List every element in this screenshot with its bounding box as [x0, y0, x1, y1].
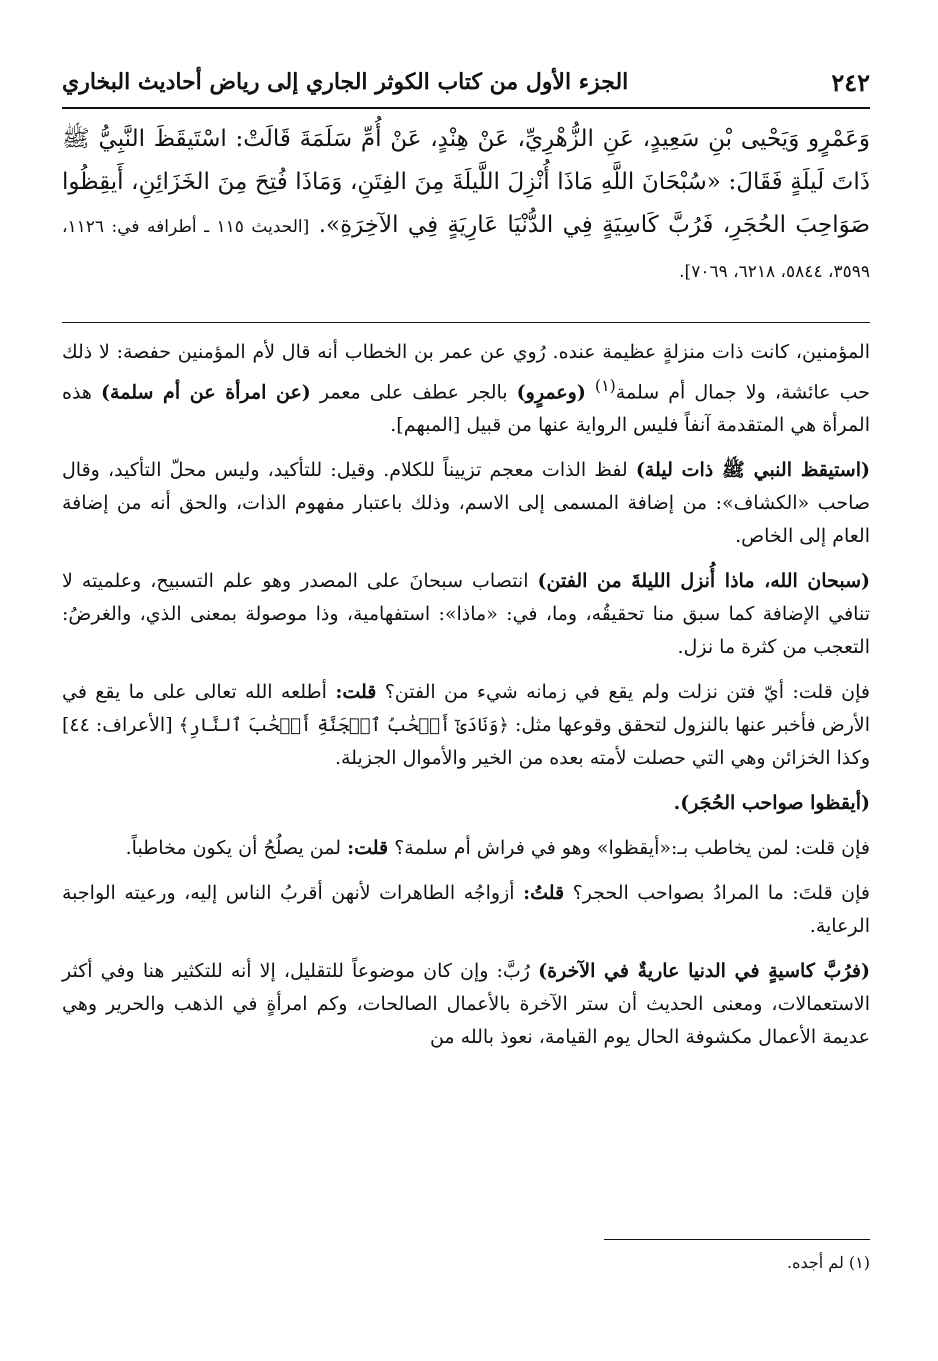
commentary-paragraph-3 — [62, 565, 870, 664]
lemma: (استيقظ النبي ﷺ ذات ليلة) — [635, 459, 870, 482]
commentary-paragraph-8 — [62, 955, 870, 1054]
text-segment: فإن قلت: أيّ فتن نزلت ولم يقع في زمانه شيء من الفتن؟ — [384, 681, 870, 704]
footnote — [62, 1250, 870, 1276]
header-rule — [62, 107, 870, 109]
text-segment: أزواجُه الطاهرات لأنهن أقربُ الناس إليه، ورعيته الواجبة الرعاية. — [62, 882, 870, 938]
commentary — [62, 336, 870, 1066]
page-header — [62, 62, 870, 102]
keyword: (وعمرٍو) — [516, 381, 586, 404]
commentary-paragraph-1 — [62, 336, 870, 442]
footnote-number: (١) — [848, 1253, 870, 1272]
section-divider — [62, 322, 870, 323]
commentary-paragraph-2 — [62, 454, 870, 553]
keyword: قلت: — [335, 681, 377, 704]
text-segment: أطلعه الله تعالى على ما يقع في الأرض فأخبر عنها بالنزول لتحقق وقوعها مثل: — [62, 681, 870, 737]
lemma: (أيقظوا صواحب الحُجَر). — [673, 792, 870, 815]
footnote-rule — [604, 1239, 870, 1240]
hadith-reference: [الحديث ١١٥ ـ أطرافه في: ١١٢٦، ٣٥٩٩، ٥٨٤٤، ٦٢١٨، ٧٠٦٩]. — [62, 217, 870, 282]
keyword: (عن امرأة عن أم سلمة) — [101, 381, 311, 404]
running-title: الجزء الأول من كتاب الكوثر الجاري إلى رياض أحاديث البخاري — [62, 69, 629, 95]
commentary-paragraph-4 — [62, 676, 870, 775]
text-segment: المؤمنين، كانت ذات منزلةٍ عظيمة عنده. رُوي عن عمر بن الخطاب أنه قال لأم المؤمنين حفصة: لا ذلك حب عائشة، ولا جمال أم سلمة — [62, 341, 870, 404]
text-segment: لفظ الذات معجم تزييناً للكلام. وقيل: للتأكيد، وليس محلّ التأكيد، وقال صاحب «الكشاف»: من إضافة المسمى إلى الاسم، وذلك باعتبار مفهوم الذات، والحق أنه من إضافة العام إلى الخاص. — [62, 459, 870, 548]
text-segment: [الأعراف: ٤٤] وكذا الخزائن وهي التي حصلت لأمته بعده من الخير والأموال الجزيلة. — [62, 714, 870, 770]
commentary-paragraph-7 — [62, 877, 870, 943]
keyword: قلت: — [347, 837, 389, 860]
text-segment: لمن يصلُحُ أن يكون مخاطباً. — [125, 837, 342, 860]
quran-quote: ﴿وَنَادَىٰٓ أَصۡحَٰبُ ٱلۡجَنَّةِ أَصۡحَٰبَ ٱلنَّارِ﴾ — [178, 715, 509, 737]
text-segment: انتصاب سبحانَ على المصدر وهو علم التسبيح، وعلميته لا تنافي الإضافة كما سبق منا تحقيقُه، وما، في: «ماذا»: استفهامية، وذا موصولة بمعنى الذي، والغرضُ: التعجب من كثرة ما نزل. — [62, 570, 870, 659]
text-segment: بالجر عطف على معمر — [319, 381, 508, 404]
footnote-text: لم أجده. — [787, 1253, 844, 1272]
lemma: (فرُبَّ كاسيةٍ في الدنيا عاريةٌ في الآخرة) — [538, 960, 871, 983]
lemma: (سبحان الله، ماذا أُنزل الليلةَ من الفتن) — [537, 570, 871, 593]
hadith-text — [62, 118, 870, 294]
text-segment: فإن قلت: لمن يخاطب بـ:«أيقظوا» وهو في فراش أم سلمة؟ — [394, 837, 870, 860]
commentary-paragraph-6 — [62, 832, 870, 865]
text-segment: رُبَّ: وإن كان موضوعاً للتقليل، إلا أنه للتكثير هنا وفي أكثر الاستعمالات، ومعنى الحديث أن ستر الآخرة بالأعمال الصالحات، وكم امرأةٍ في الذهب والحرير وهي عديمة الأعمال مكشوفة الحال يوم القيامة، نعوذ بالله من — [62, 960, 870, 1049]
keyword: قلتُ: — [523, 882, 565, 905]
page-number: ٢٤٢ — [831, 67, 870, 97]
footnote-marker: (١) — [594, 376, 616, 395]
text-segment: فإن قلتَ: ما المرادُ بصواحب الحجر؟ — [572, 882, 870, 905]
text-segment: هذه المرأة هي المتقدمة آنفاً فليس الرواية عنها من قبيل [المبهم]. — [62, 381, 870, 437]
hadith-body: وَعَمْرٍو وَيَحْيى بْنِ سَعِيدٍ، عَنِ الزُّهْرِيِّ، عَنْ هِنْدٍ، عَنْ أُمِّ سَلَمَةَ قَالَتْ: اسْتَيقَظَ النَّبِيُّ ﷺ ذَاتَ لَيلَةٍ فَقَالَ: «سُبْحَانَ اللَّهِ مَاذَا أُنْزِلَ اللَّيلَةَ مِنَ الفِتَنِ، وَمَاذَا فُتِحَ مِنَ الخَزَائِنِ، أَيقِظُوا صَوَاحِبَ الحُجَرِ، فَرُبَّ كَاسِيَةٍ فِي الدُّنْيَا عَارِيَةٍ فِي الآخِرَةِ». — [62, 126, 870, 238]
commentary-paragraph-5 — [62, 787, 870, 820]
hadith-block — [62, 118, 870, 294]
